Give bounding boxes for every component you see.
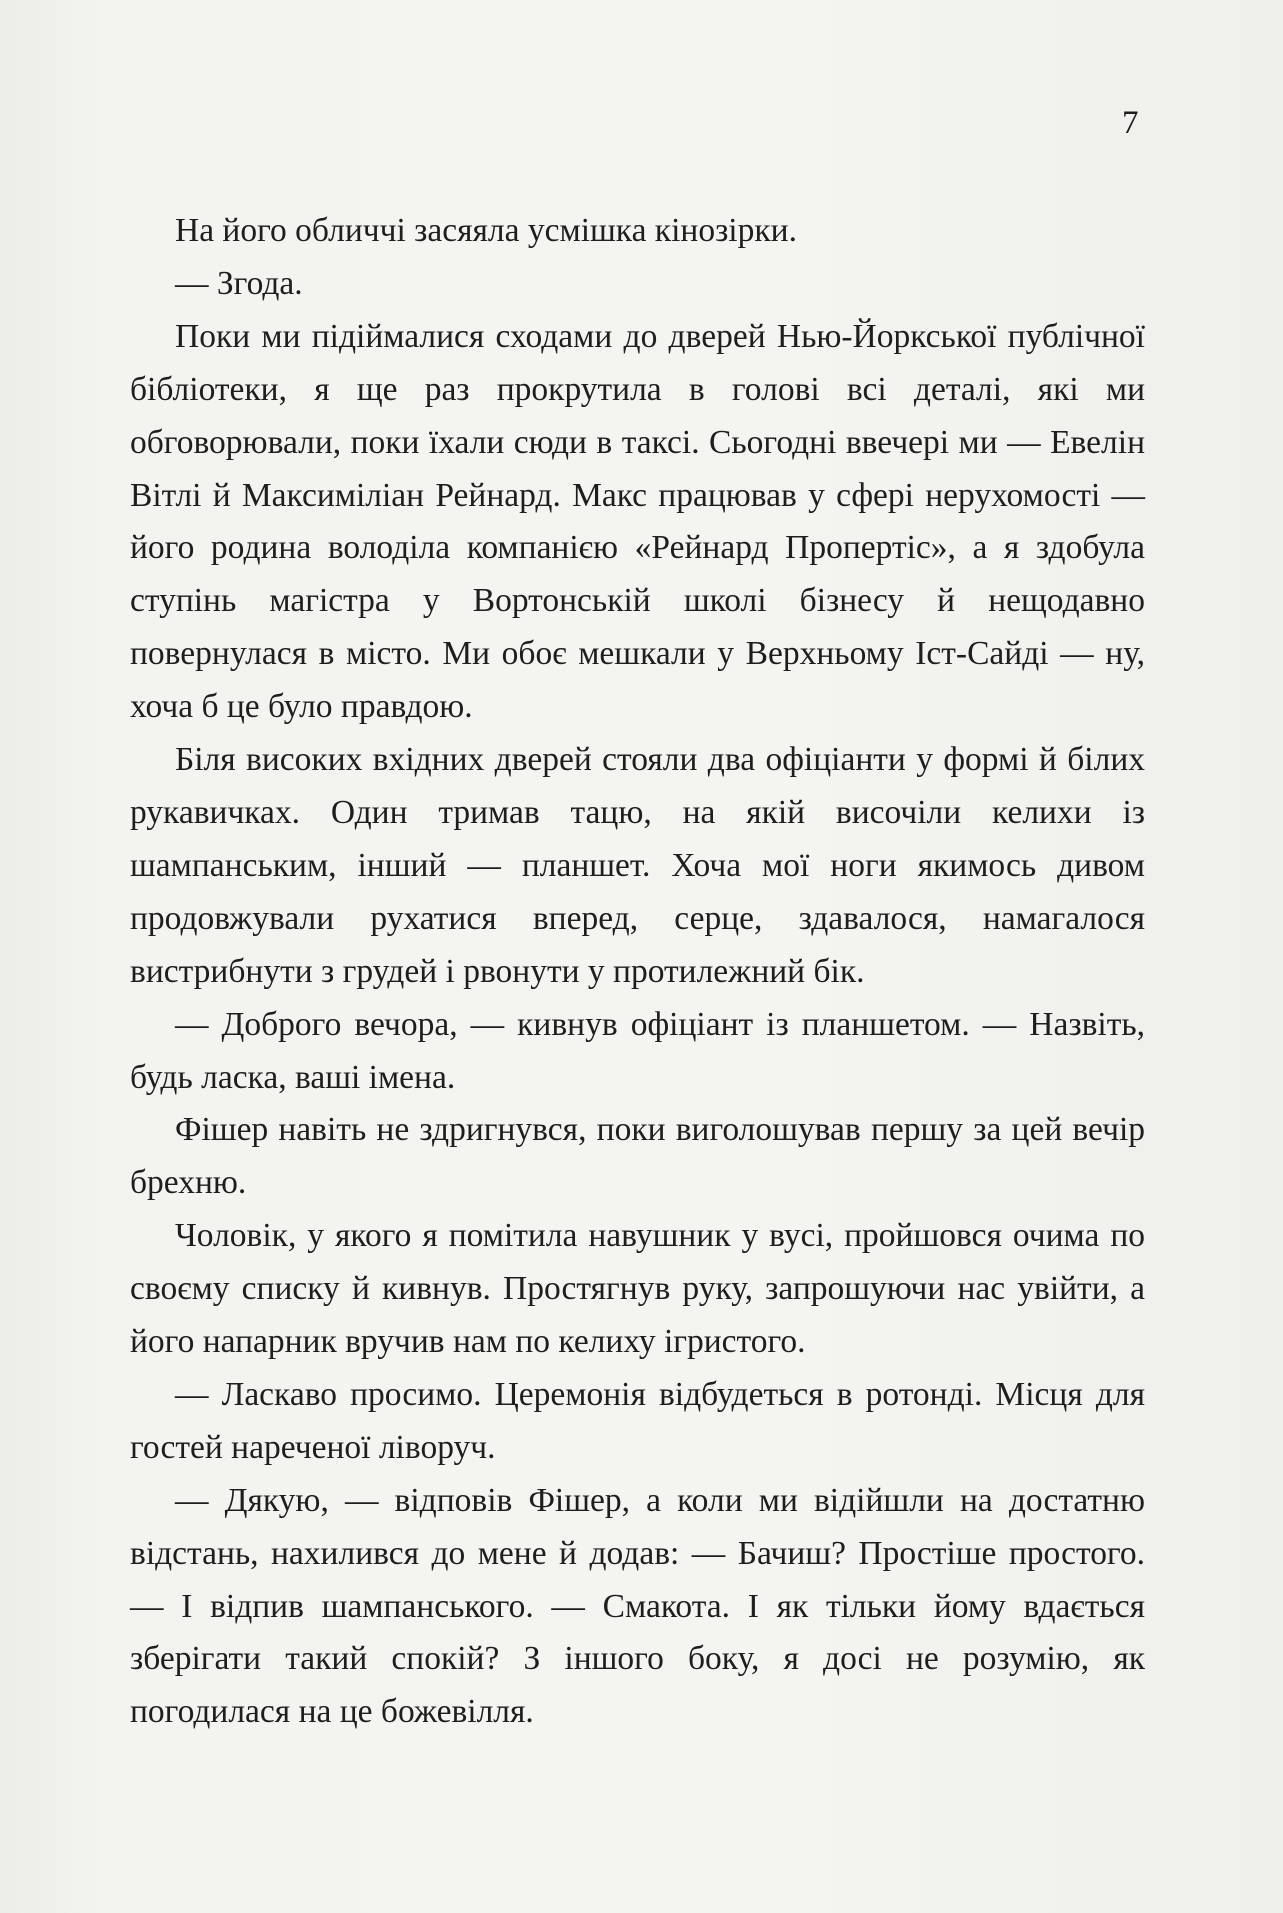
paragraph: — Ласкаво просимо. Церемонія відбудеться в ротонді. Місця для гостей нареченої ліворуч. (130, 1375, 1145, 1466)
paragraph: Поки ми підіймалися сходами до дверей Нью-Йоркської публічної бібліотеки, я ще раз прокрутила в голові всі деталі, які ми обговорювали, поки їхали сюди в таксі. Сьогодні ввечері ми — Евелін Вітлі й Максиміліан Рейнард. Макс працював у сфері нерухомості — його родина володіла компанією «Рейнард Пропертіс», а я здобула ступінь магістра у Вортонській школі бізнесу й нещодавно повернулася в місто. Ми обоє мешкали у Верхньому Іст-Сайді — ну, хоча б це було правдою. (130, 317, 1145, 726)
paragraph: Чоловік, у якого я помітила навушник у вусі, пройшовся очима по своєму списку й кивнув. Простягнув руку, запрошуючи нас увійти, а його напарник вручив нам по келиху ігристого. (130, 1217, 1145, 1361)
page-number: 7 (1122, 105, 1139, 141)
paragraph: Фішер навіть не здригнувся, поки виголошував першу за цей вечір брехню. (130, 1111, 1145, 1202)
paragraph: — Згода. (175, 264, 303, 302)
paragraph: — Доброго вечора, — кивнув офіціант із планшетом. — Назвіть, будь ласка, ваші імена. (130, 1005, 1145, 1096)
paragraph: Біля високих вхідних дверей стояли два офіціанти у формі й білих рукавичках. Один тримав тацю, на якій височіли келихи із шампанським, інший — планшет. Хоча мої ноги якимось дивом продовжували рухатися вперед, серце, здавалося, намагалося вистрибнути з грудей і рвонути у протилежний бік. (130, 741, 1145, 990)
body-text (130, 205, 1145, 1739)
paragraph: — Дякую, — відповів Фішер, а коли ми відійшли на достатню відстань, нахилився до мене й додав: — Бачиш? Простіше простого. — І відпив шампанського. — Смакота. І як тільки йому вдається зберігати такий спокій? З іншого боку, я досі не розумію, як погодилася на це божевілля. (130, 1481, 1145, 1731)
paragraph: На його обличчі засяяла усмішка кінозірки. (175, 212, 797, 249)
